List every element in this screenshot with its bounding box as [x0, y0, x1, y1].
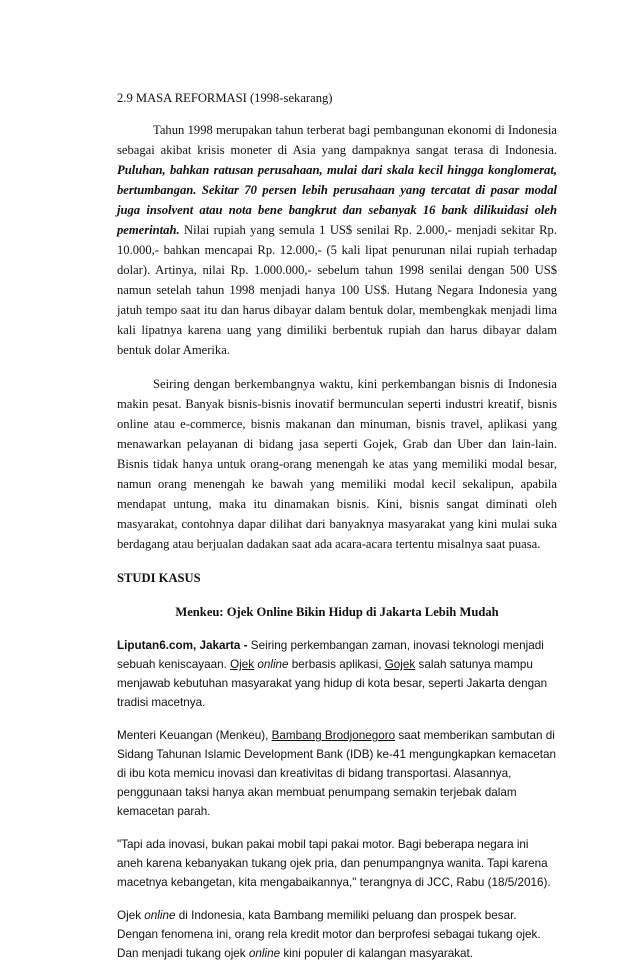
article-title: Menkeu: Ojek Online Bikin Hidup di Jakarta Lebih Mudah [175, 605, 499, 619]
article-text: Seiring perkembangan zaman, inovasi teknologi menjadi sebuah keniscayaan. [117, 639, 544, 671]
article-text: saat memberikan sambutan di Sidang Tahunan Islamic Development Bank (IDB) ke-41 mengungkapkan kemacetan di ibu kota memicu inovasi dan kreativitas di bidang transportasi. Alasannya, penggunaan taksi hanya akan membuat penumpang semakin terjebak dalam kemacetan parah. [117, 729, 556, 818]
article-paragraph-2 [117, 726, 557, 821]
link-gojek[interactable]: Gojek [384, 658, 416, 671]
section-heading: 2.9 MASA REFORMASI (1998-sekarang) [117, 91, 333, 105]
article-text: di Indonesia, kata Bambang memiliki peluang dan prospek besar. Dengan fenomena ini, orang rela kredit motor dan berprofesi sebagai tukang ojek. Dan menjadi tukang ojek [117, 909, 541, 960]
document-body [117, 88, 557, 963]
online-emphasis: online [257, 658, 289, 671]
online-emphasis: online [248, 947, 281, 960]
link-ojek[interactable]: Ojek [230, 658, 255, 671]
crisis-emphasis-text: Puluhan, bahkan ratusan perusahaan, mulai dari skala kecil hingga konglomerat, bertumbangan. Sekitar 70 persen lebih perusahaan yang tercatat di pasar modal juga insolvent atau nota bene bangkrut dan sebanyak 16 bank dilikuidasi oleh pemerintah. [117, 163, 557, 237]
crisis-rupiah-text: Nilai rupiah yang semula 1 US$ senilai Rp. 2.000,- menjadi sekitar Rp. 10.000,- bahkan mencapai Rp. 12.000,- (5 kali lipat penurunan nilai rupiah terhadap dolar). Artinya, nilai Rp. 1.000.000,- sebelum tahun 1998 senilai dengan 500 US$ namun setelah tahun 1998 menjadi hanya 100 US$. Hutang Negara Indonesia yang jatuh tempo saat itu dan harus dibayar dalam bentuk dolar, membengkak menjadi lima kali lipatnya karena uang yang dimiliki berbentuk rupiah dan harus dibayar dalam bentuk dolar Amerika. [117, 223, 557, 357]
article-text: berbasis aplikasi, [288, 658, 385, 671]
article-text: kini populer di kalangan masyarakat. [280, 947, 474, 960]
article-text: Menteri Keuangan (Menkeu), [117, 729, 272, 742]
paragraph-business-growth: Seiring dengan berkembangnya waktu, kini perkembangan bisnis di Indonesia makin pesat. Banyak bisnis-bisnis inovatif bermunculan seperti industri kreatif, bisnis online atau e-commerce, bisnis makanan dan minuman, bisnis travel, aplikasi yang menawarkan pelayanan di bidang jasa seperti Gojek, Grab dan Uber dan lain-lain. Bisnis tidak hanya untuk orang-orang menengah ke atas yang memiliki modal besar, namun orang menengah ke bawah yang memiliki modal kecil sekalipun, apabila mendapat untung, maka itu dinamakan bisnis. Kini, bisnis sangat diminati oleh masyarakat, contohnya dapar dilihat dari banyaknya masyarakat yang kini mulai suka berdagang atau berjualan dadakan saat ada acara-acara tertentu misalnya saat puasa. [117, 377, 557, 551]
article-text: Ojek [117, 909, 145, 922]
online-emphasis: online [144, 909, 176, 922]
article-paragraph-4 [117, 906, 557, 963]
article-text: salah satunya mampu menjawab kebutuhan masyarakat yang hidup di kota besar, seperti Jakarta dengan tradisi macetnya. [117, 658, 548, 709]
article-source: Liputan6.com, Jakarta - [117, 639, 248, 652]
paragraph-reformasi-crisis [117, 120, 557, 360]
link-bambang-brodjonegoro[interactable]: Bambang Brodjonegoro [271, 729, 396, 742]
article-paragraph-quote: "Tapi ada inovasi, bukan pakai mobil tapi pakai motor. Bagi beberapa negara ini aneh karena kebanyakan tukang ojek pria, dan penumpangnya wanita. Tapi karena macetnya kebangetan, kita mengabaikannya," terangnya di JCC, Rabu (18/5/2016). [117, 838, 551, 889]
crisis-intro-text: Tahun 1998 merupakan tahun terberat bagi pembangunan ekonomi di Indonesia sebagai akibat krisis moneter di Asia yang dampaknya sangat terasa di Indonesia. [117, 123, 557, 157]
case-study-heading: STUDI KASUS [117, 571, 201, 585]
article-paragraph-1 [117, 636, 557, 712]
